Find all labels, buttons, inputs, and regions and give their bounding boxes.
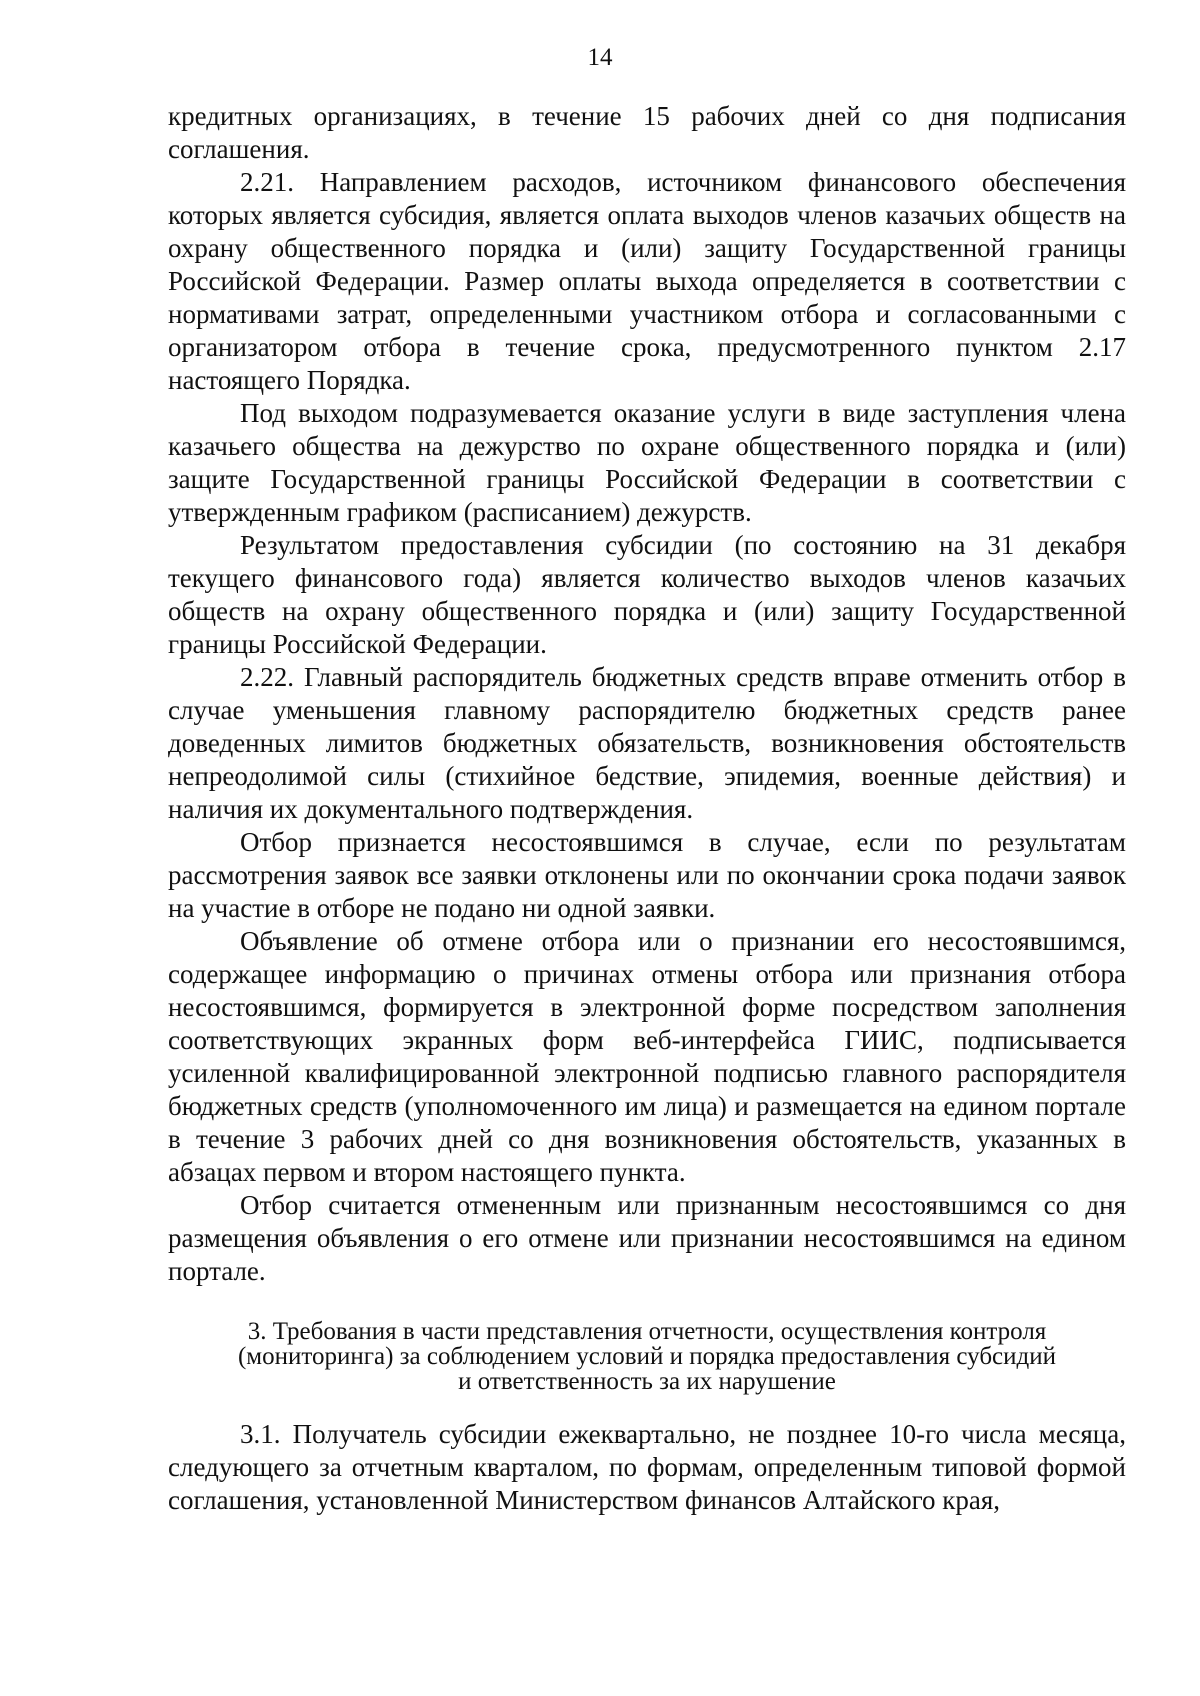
- paragraph-3-1: 3.1. Получатель субсидии ежеквартально, не позднее 10-го числа месяца, следующего за отчетным кварталом, по формам, определенным типовой формой соглашения, установленной Министерством финансов Алтайского края,: [168, 1419, 1126, 1515]
- paragraph-2-21: 2.21. Направлением расходов, источником финансового обеспечения которых является субсидия, является оплата выходов членов казачьих обществ на охрану общественного порядка и (или) защиту Государственной границы Российской Федерации. Размер оплаты выхода определяется в соответствии с нормативами затрат, определенными участником отбора и согласованными с организатором отбора в течение срока, предусмотренного пунктом 2.17 настоящего Порядка.: [168, 167, 1126, 395]
- section-heading-line-2: (мониторинга) за соблюдением условий и порядка предоставления субсидий: [237, 1343, 1057, 1370]
- section-heading-line-1: 3. Требования в части представления отчетности, осуществления контроля: [247, 1318, 1047, 1345]
- paragraph-subsidy-result: Результатом предоставления субсидии (по состоянию на 31 декабря текущего финансового года) является количество выходов членов казачьих обществ на охрану общественного порядка и (или) защиту Государственной границы Российской Федерации.: [168, 530, 1126, 659]
- page-number: 14: [587, 44, 613, 71]
- section-3-heading: [168, 1319, 1126, 1394]
- document-body: [168, 100, 1126, 1517]
- section-heading-line-3: и ответственность за их нарушение: [458, 1368, 836, 1395]
- paragraph-cancellation-date: Отбор считается отмененным или признанным несостоявшимся со дня размещения объявления о его отмене или признании несостоявшимся на едином портале.: [168, 1190, 1126, 1286]
- paragraph-cancellation-notice: Объявление об отмене отбора или о признании его несостоявшимся, содержащее информацию о причинах отмены отбора или признания отбора несостоявшимся, формируется в электронной форме посредством заполнения соответствующих экранных форм веб-интерфейса ГИИС, подписывается усиленной квалифицированной электронной подписью главного распорядителя бюджетных средств (уполномоченного им лица) и размещается на едином портале в течение 3 рабочих дней со дня возникновения обстоятельств, указанных в абзацах первом и втором настоящего пункта.: [168, 926, 1126, 1187]
- paragraph-exit-definition: Под выходом подразумевается оказание услуги в виде заступления члена казачьего общества на дежурство по охране общественного порядка и (или) защите Государственной границы Российской Федерации в соответствии с утвержденным графиком (расписанием) дежурств.: [168, 398, 1126, 527]
- paragraph-2-22: 2.22. Главный распорядитель бюджетных средств вправе отменить отбор в случае уменьшения главному распорядителю бюджетных средств ранее доведенных лимитов бюджетных обязательств, возникновения обстоятельств непреодолимой силы (стихийное бедствие, эпидемия, военные действия) и наличия их документального подтверждения.: [168, 662, 1126, 824]
- paragraph-continuation: кредитных организациях, в течение 15 рабочих дней со дня подписания соглашения.: [168, 101, 1126, 164]
- paragraph-selection-failed: Отбор признается несостоявшимся в случае, если по результатам рассмотрения заявок все заявки отклонены или по окончании срока подачи заявок на участие в отборе не подано ни одной заявки.: [168, 827, 1126, 923]
